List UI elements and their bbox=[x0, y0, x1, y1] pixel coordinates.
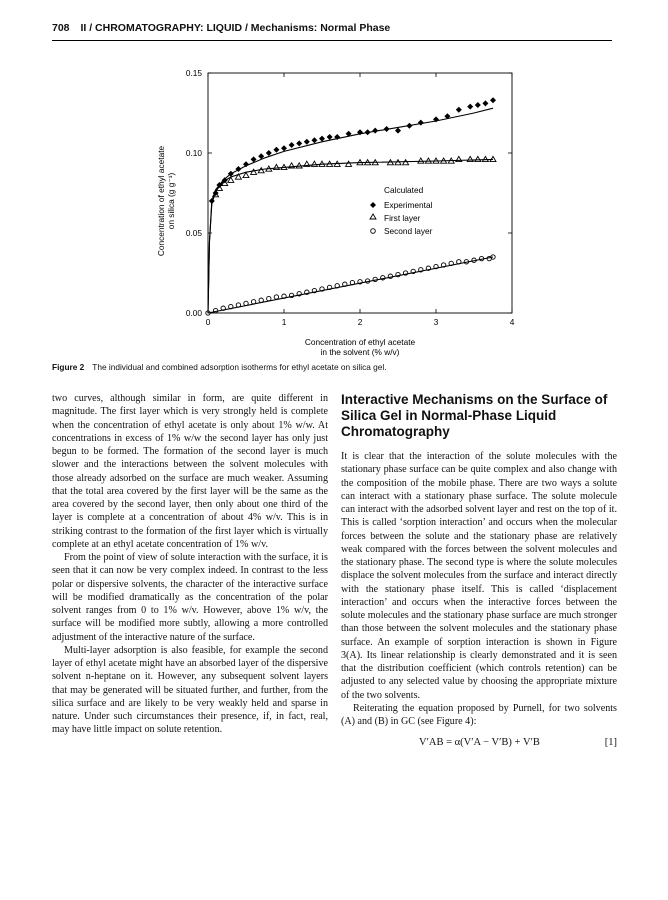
page-number: 708 bbox=[52, 22, 70, 34]
first-layer-point bbox=[311, 161, 317, 166]
x-axis-label-line2: in the solvent (% w/v) bbox=[320, 347, 400, 357]
second-layer-point bbox=[244, 301, 248, 305]
chart-legend bbox=[370, 185, 433, 236]
second-layer-point bbox=[259, 298, 263, 302]
equation-1 bbox=[341, 736, 617, 752]
header-rule bbox=[52, 40, 612, 41]
x-axis-label-line1: Concentration of ethyl acetate bbox=[304, 337, 416, 347]
second-layer-point bbox=[213, 308, 217, 312]
experimental-point bbox=[319, 136, 325, 142]
legend-item-second-layer: Second layer bbox=[384, 226, 433, 236]
chart-axes bbox=[208, 73, 512, 313]
right-paragraph-2: Reiterating the equation proposed by Purnell, for two solvents (A) and (B) in GC (see Figure 4): bbox=[341, 702, 617, 727]
adsorption-isotherm-chart bbox=[150, 62, 530, 360]
experimental-point bbox=[296, 140, 302, 146]
legend-item-first-layer: First layer bbox=[384, 213, 421, 223]
section-heading: Interactive Mechanisms on the Surface of Silica Gel in Normal-Phase Liquid Chromatography bbox=[341, 392, 608, 439]
experimental-point bbox=[384, 126, 390, 132]
legend-item-experimental: Experimental bbox=[384, 200, 433, 210]
experimental-point bbox=[482, 100, 488, 106]
experimental-point bbox=[395, 128, 401, 134]
y-tick-label: 0.15 bbox=[185, 68, 202, 78]
second-layer-point bbox=[251, 300, 255, 304]
tick-labels bbox=[186, 68, 515, 327]
experimental-point bbox=[475, 102, 481, 108]
y-tick-label: 0.05 bbox=[185, 228, 202, 238]
x-tick-label: 4 bbox=[509, 317, 515, 327]
experimental-point bbox=[266, 150, 272, 156]
left-column bbox=[52, 392, 328, 737]
x-tick-label: 2 bbox=[357, 317, 363, 327]
y-tick-label: 0.10 bbox=[185, 148, 202, 158]
y-axis-label-line1: Concentration of ethyl acetate bbox=[156, 145, 166, 257]
right-column bbox=[341, 392, 617, 752]
y-tick-label: 0.00 bbox=[185, 308, 202, 318]
figure-caption bbox=[52, 362, 612, 372]
legend-diamond-marker bbox=[370, 202, 376, 208]
first-layer-point bbox=[418, 158, 424, 163]
left-paragraph-2: From the point of view of solute interaction with the surface, it is seen that it can now be very complex indeed. In contrast to the less polar or dispersive solvents, the character of the interactive surface will be modified dramatically as the concentration of the polar solvent ranges from 0 to 1% w/v. However, above 1% w/v, the surface will be modified more subtly, allowing a more controlled adjustment of the interactive nature of the surface. bbox=[52, 552, 328, 643]
legend-circle-marker bbox=[371, 229, 376, 234]
experimental-point bbox=[281, 145, 287, 151]
equation-number: [1] bbox=[604, 737, 617, 749]
experimental-point bbox=[467, 104, 473, 110]
experimental-point bbox=[418, 120, 424, 126]
figure-label: Figure 2 bbox=[52, 362, 85, 372]
x-tick-label: 0 bbox=[205, 317, 211, 327]
second-layer-point bbox=[388, 274, 392, 278]
experimental-point bbox=[273, 147, 279, 153]
first-layer-point bbox=[346, 161, 352, 166]
right-paragraph-1: It is clear that the interaction of the solute molecules with the stationary phase surface can be quite complex and also change with the composition of the mobile phase. There are two ways a solute can interact with a stationary phase surface. The solute molecule can interact with the adsorbed solvent layer and rest on the top of it. This is called ‘sorption interaction’ and occurs when the molecular forces between the solute and the stationary phase are relatively weak compared with the forces between the solvent molecules and the stationary phase. The second type is where the solute molecules displace the solvent molecules from the surface and interact directly with the stationary phase itself. This is called ‘displacement interaction’ and occurs when the interactive forces between the solute molecules and the stationary phase surface are much stronger than those between the solvent molecules and the stationary phase surface. An example of sorption interaction is shown in Figure 3(A). Its linear relationship is clearly demonstrated and it is seen that the distribution coefficient (which controls retention) can be adjusted to any selected value by choosing the appropriate mixture of the two solvents. bbox=[341, 451, 617, 701]
first-layer-point bbox=[273, 164, 279, 169]
first-layer-point bbox=[467, 156, 473, 161]
left-paragraph-3: Multi-layer adsorption is also feasible, for example the second layer of ethyl acetate might have an absorbed layer of the dispersive solvent n-heptane on it. However, any subsequent solvent layers that may be generated will be situated further, and further, from the silica surface and are likely to be very weakly held and sparse in nature. Under such circumstances their presence, if, in fact, real, may have little impact on solute retention. bbox=[52, 644, 328, 736]
chart-marks bbox=[206, 97, 496, 315]
running-header bbox=[52, 22, 612, 34]
experimental-point bbox=[327, 134, 333, 140]
running-title: II / CHROMATOGRAPHY: LIQUID / Mechanisms: Normal Phase bbox=[80, 22, 391, 34]
calculated-curve-first-layer bbox=[208, 159, 493, 313]
experimental-point bbox=[372, 128, 378, 134]
second-layer-point bbox=[267, 296, 271, 300]
experimental-point bbox=[311, 137, 317, 143]
experimental-point bbox=[304, 139, 310, 145]
equation-expression: V′AB = α(V′A − V′B) + V′B bbox=[419, 737, 540, 749]
x-tick-label: 3 bbox=[433, 317, 439, 327]
experimental-point bbox=[365, 129, 371, 135]
legend-triangle-marker bbox=[370, 214, 376, 219]
second-layer-point bbox=[274, 295, 278, 299]
experimental-point bbox=[456, 107, 462, 113]
first-layer-point bbox=[475, 156, 481, 161]
experimental-point bbox=[490, 97, 496, 103]
x-tick-label: 1 bbox=[281, 317, 287, 327]
experimental-point bbox=[289, 142, 295, 148]
plot-frame bbox=[208, 73, 512, 313]
legend-title: Calculated bbox=[384, 185, 424, 195]
left-paragraph-1: two curves, although similar in form, are quite different in magnitude. The first layer which is very strongly held is complete when the concentration of ethyl acetate is only about 1% w/w. At concentrations in excess of 1% w/w the second layer has only just begun to be formed. The formation of the second layer is much slower and the interactions between the solvent molecules with those already adsorbed on the surface are much weaker. Assuming that the total area covered by the first layer will be the same as the area covered by the second layer, then only about one third of the layer is complete at a concentration of about 4% w/v. This is in striking contrast to the formation of the first layer which is virtually complete at an ethyl acetate concentration of 1% w/v. bbox=[52, 393, 328, 550]
figure-caption-text: The individual and combined adsorption isotherms for ethyl acetate on silica gel. bbox=[92, 362, 387, 372]
first-layer-point bbox=[482, 156, 488, 161]
experimental-point bbox=[406, 123, 412, 129]
y-axis-label-line2: on silica (g g⁻¹) bbox=[166, 172, 176, 230]
